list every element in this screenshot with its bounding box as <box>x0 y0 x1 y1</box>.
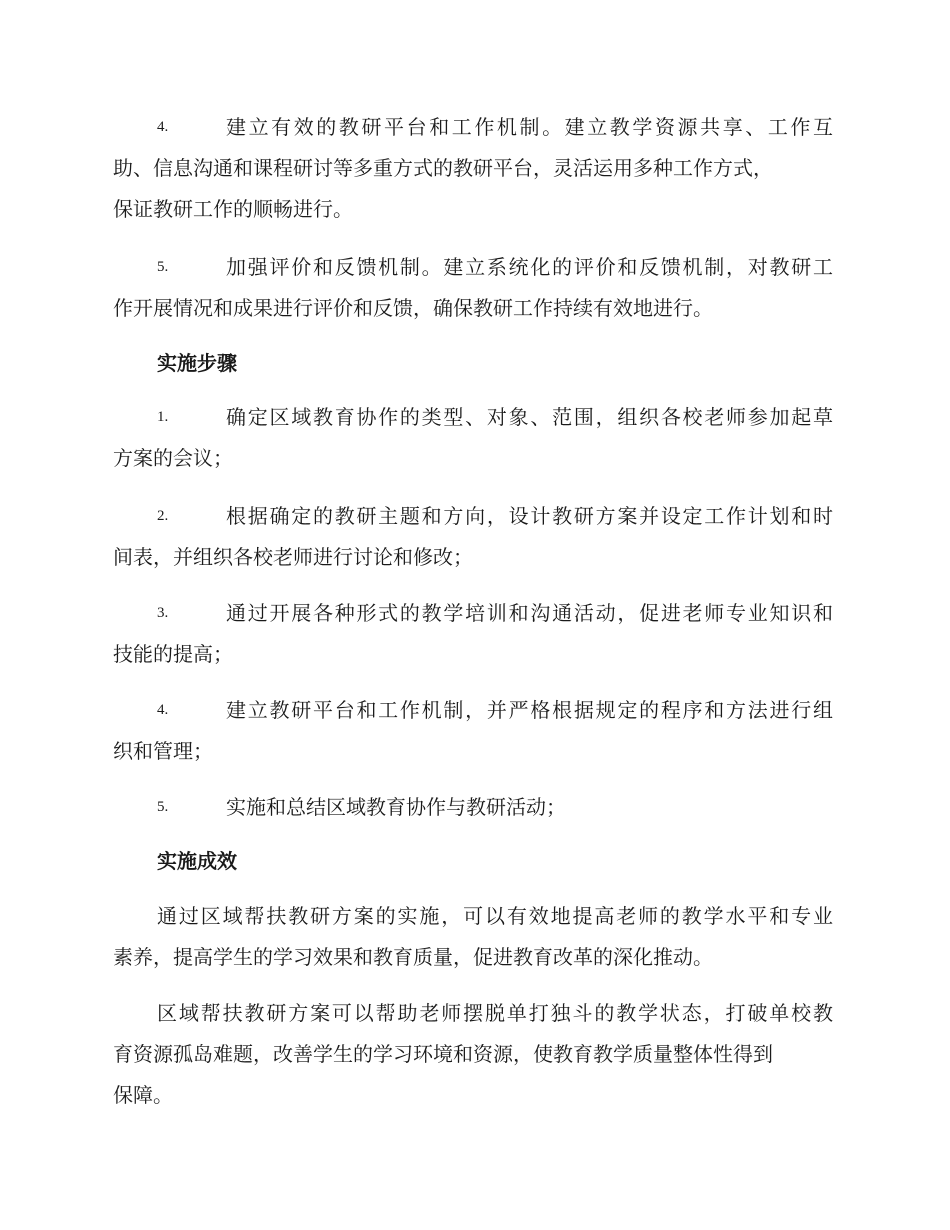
list-item-line: 作开展情况和成果进行评价和反馈，确保教研工作持续有效地进行。 <box>113 296 713 320</box>
list-item-number: 5. <box>157 259 169 275</box>
list-item-line: 技能的提高； <box>113 642 233 666</box>
list-item <box>113 107 833 230</box>
paragraph-line: 素养，提高学生的学习效果和教育质量，促进教育改革的深化推动。 <box>113 945 713 969</box>
list-item-first-line: 确定区域教育协作的类型、对象、范围，组织各校老师参加起草 <box>226 405 833 429</box>
list-item <box>113 690 833 772</box>
list-item-line: 助、信息沟通和课程研讨等多重方式的教研平台，灵活运用多种工作方式， <box>113 156 773 180</box>
list-item-number: 2. <box>157 508 169 524</box>
list-item-line: 织和管理； <box>113 739 213 763</box>
list-item-first-line: 加强评价和反馈机制。建立系统化的评价和反馈机制，对教研工 <box>226 255 833 279</box>
paragraph-line: 育资源孤岛难题，改善学生的学习环境和资源，使教育教学质量整体性得到 <box>113 1042 773 1066</box>
paragraph <box>113 896 833 978</box>
list-item <box>113 247 833 329</box>
list-item-number: 4. <box>157 702 169 718</box>
list-item <box>113 787 833 828</box>
list-item-number: 4. <box>157 119 169 135</box>
paragraph-first-line: 区域帮扶教研方案可以帮助老师摆脱单打独斗的教学状态，打破单校教 <box>157 1001 833 1025</box>
list-item <box>113 593 833 675</box>
paragraph <box>113 993 833 1116</box>
list-item-first-line: 建立教研平台和工作机制，并严格根据规定的程序和方法进行组 <box>226 698 833 722</box>
list-item-number: 5. <box>157 799 169 815</box>
list-item-number: 1. <box>157 409 169 425</box>
paragraph-first-line: 通过区域帮扶教研方案的实施，可以有效地提高老师的教学水平和专业 <box>157 904 833 928</box>
list-item <box>113 496 833 578</box>
list-item-first-line: 根据确定的教研主题和方向，设计教研方案并设定工作计划和时 <box>226 504 833 528</box>
section-heading-results: 实施成效 <box>157 849 237 873</box>
paragraph-line: 保障。 <box>113 1083 173 1107</box>
list-item-line: 方案的会议； <box>113 446 233 470</box>
list-item-number: 3. <box>157 605 169 621</box>
list-item <box>113 397 833 479</box>
list-item-line: 间表，并组织各校老师进行讨论和修改； <box>113 545 473 569</box>
list-item-line: 保证教研工作的顺畅进行。 <box>113 197 353 221</box>
section-heading-steps: 实施步骤 <box>157 351 237 375</box>
list-item-first-line: 实施和总结区域教育协作与教研活动； <box>226 795 566 819</box>
list-item-first-line: 建立有效的教研平台和工作机制。建立教学资源共享、工作互 <box>226 115 833 139</box>
list-item-first-line: 通过开展各种形式的教学培训和沟通活动，促进老师专业知识和 <box>226 601 833 625</box>
